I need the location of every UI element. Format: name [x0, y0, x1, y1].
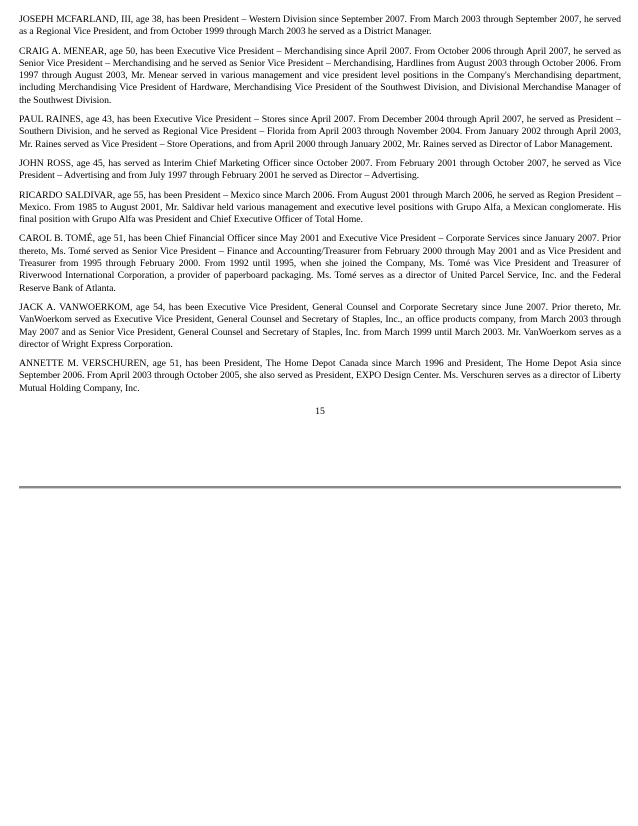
- bio-john-ross: JOHN ROSS, age 45, has served as Interim Chief Marketing Officer since October 2007. From February 2001 through October 2007, he served as Vice President – Advertising and from July 1997 through February 2001 he served as Director – Advertising.: [19, 157, 621, 182]
- page-divider: [19, 486, 621, 489]
- bio-joseph-mcfarland: JOSEPH MCFARLAND, III, age 38, has been President – Western Division since September 2007. From March 2003 through September 2007, he served as a Regional Vice President, and from October 1999 through March 2003 he served as a District Manager.: [19, 14, 621, 38]
- page-number: 15: [315, 406, 325, 418]
- bio-paul-raines: PAUL RAINES, age 43, has been Executive Vice President – Stores since April 2007. From December 2004 through April 2007, he served as President – Southern Division, and he served as Regional Vice President – Florida from April 2003 through November 2004. From January 2002 through April 2003, Mr. Raines served as Vice President – Store Operations, and from April 2000 through January 2002, Mr. Raines served as Director of Labor Management.: [19, 114, 621, 150]
- bio-annette-verschuren: ANNETTE M. VERSCHUREN, age 51, has been President, The Home Depot Canada since March 1996 and President, The Home Depot Asia since September 2006. From April 2003 through October 2005, she also served as President, EXPO Design Center. Ms. Verschuren serves as a director of Liberty Mutual Holding Company, Inc.: [19, 358, 621, 394]
- bio-jack-vanwoerkom: JACK A. VANWOERKOM, age 54, has been Executive Vice President, General Counsel and Corporate Secretary since June 2007. Prior thereto, Mr. VanWoerkom served as Executive Vice President, General Counsel and Secretary of Staples, Inc., an office products company, from March 2003 through May 2007 and as Senior Vice President, General Counsel and Secretary of Staples, Inc. from March 1999 until March 2003. Mr. VanWoerkom serves as a director of Wright Express Corporation.: [19, 301, 621, 350]
- bio-craig-menear: CRAIG A. MENEAR, age 50, has been Executive Vice President – Merchandising since April 2007. From October 2006 through April 2007, he served as Senior Vice President – Merchandising and he served as Senior Vice President – Merchandising, Hardlines from August 2003 through October 2006. From 1997 through August 2003, Mr. Menear served in various management and vice president level positions in the Company's Merchandising department, including Merchandising Vice President of Hardware, Merchandising Vice President of the Southwest Division, and Divisional Merchandise Manager of the Southwest Division.: [19, 45, 621, 106]
- document-page: [19, 14, 621, 418]
- bio-ricardo-saldivar: RICARDO SALDIVAR, age 55, has been President – Mexico since March 2006. From August 2001 through March 2006, he served as Region President – Mexico. From 1985 to August 2001, Mr. Saldivar held various management and executive level positions with Grupo Alfa, a Mexican conglomerate. His final position with Grupo Alfa was President and Chief Executive Officer of Total Home.: [19, 189, 621, 226]
- bio-carol-tome: CAROL B. TOMÉ, age 51, has been Chief Financial Officer since May 2001 and Executive Vice President – Corporate Services since January 2007. Prior thereto, Ms. Tomé served as Senior Vice President – Finance and Accounting/Treasurer from February 2000 through May 2001 and as Vice President and Treasurer from 1995 through February 2000. From 1992 until 1995, when she joined the Company, Ms. Tomé was Vice President and Treasurer of Riverwood International Corporation, a provider of paperboard packaging. Ms. Tomé serves as a director of United Parcel Service, Inc. and the Federal Reserve Bank of Atlanta.: [19, 233, 621, 294]
